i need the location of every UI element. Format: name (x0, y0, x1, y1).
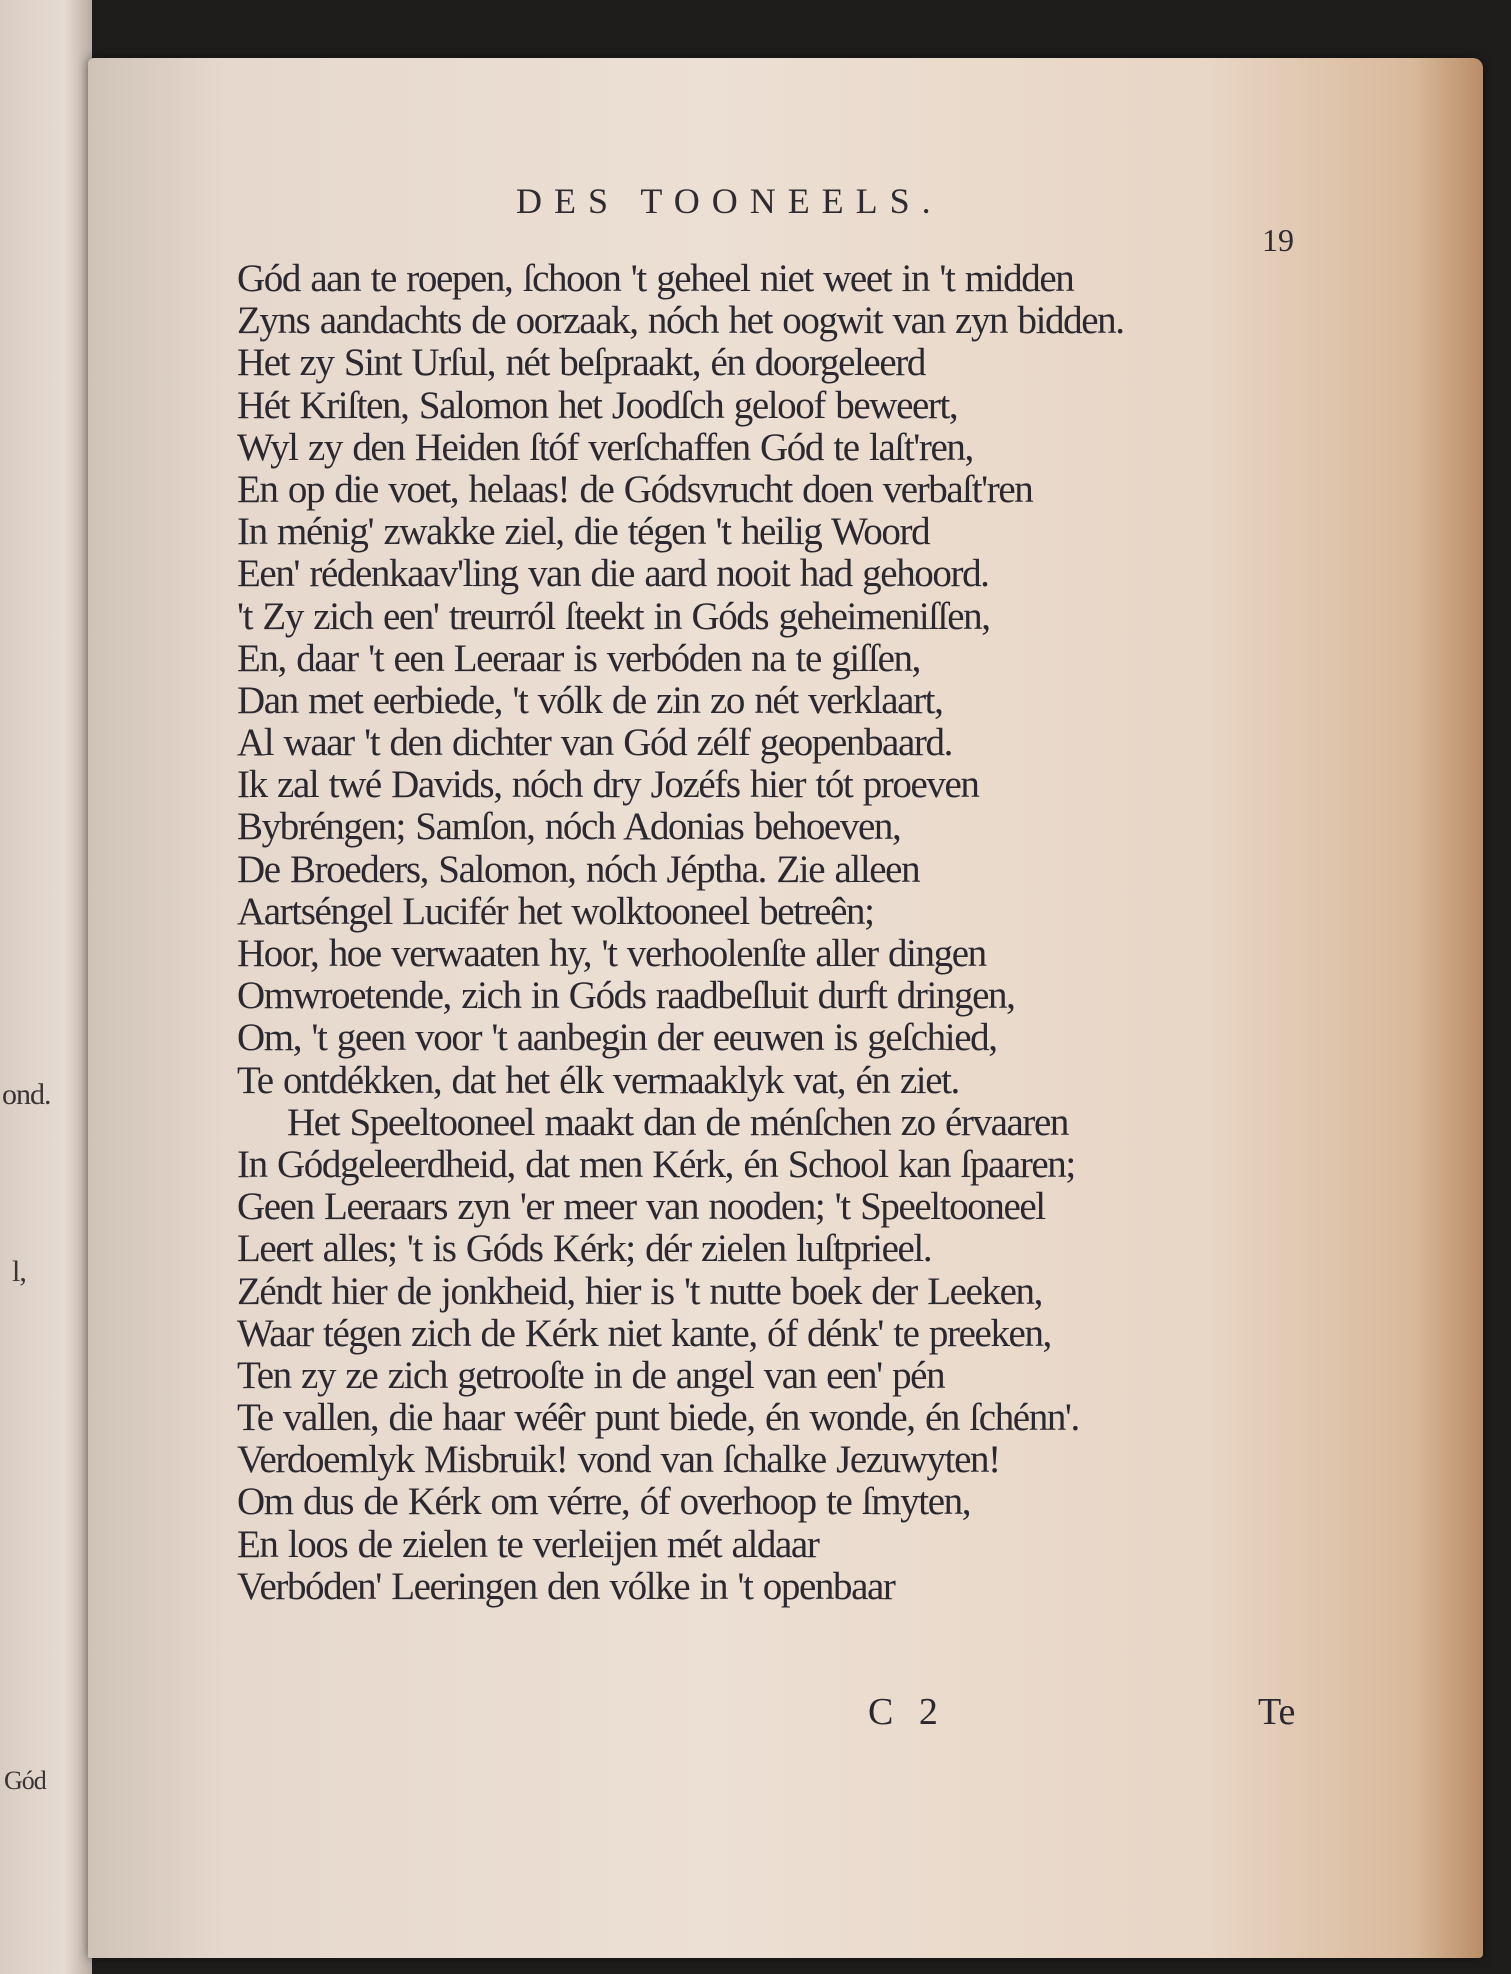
verse-line: Al waar 't den dichter van Gód zélf geopenbaard. (237, 721, 952, 765)
margin-fragment: ond. (2, 1078, 51, 1111)
verse-line: Dan met eerbiede, 't vólk de zin zo nét verklaart, (237, 678, 943, 722)
verse-line: Wyl zy den Heiden ſtóf verſchaffen Gód te laſt'ren, (237, 425, 973, 469)
signature-mark: C 2 (868, 1691, 946, 1733)
margin-fragment: Gód (4, 1766, 46, 1795)
verse-line: Zéndt hier de jonkheid, hier is 't nutte boek der Leeken, (237, 1269, 1042, 1313)
verse-line: Hoor, hoe verwaaten hy, 't verhoolenſte aller dingen (237, 932, 986, 975)
verse-line: Hét Kriſten, Salomon het Joodſch geloof beweert, (237, 383, 958, 427)
catchword: Te (1258, 1691, 1296, 1733)
page-number: 19 (1262, 222, 1294, 258)
verse-line: Het Speeltooneel maakt dan de ménſchen zo érvaaren (287, 1100, 1069, 1144)
verse-line: Leert alles; 't is Góds Kérk; dér zielen luſtprieel. (237, 1227, 932, 1271)
verse-line: 't Zy zich een' treurról ſteekt in Góds geheimeniſſen, (237, 594, 990, 638)
verse-line: Om, 't geen voor 't aanbegin der eeuwen is geſchied, (237, 1016, 997, 1060)
verse-line: Gód aan te roepen, ſchoon 't geheel niet weet in 't midden (237, 257, 1074, 300)
verse-line: En, daar 't een Leeraar is verbóden na te giſſen, (237, 636, 920, 680)
verse-text (237, 258, 1337, 1608)
verse-line: De Broeders, Salomon, nóch Jéptha. Zie alleen (237, 847, 920, 891)
verse-line: Het zy Sint Urſul, nét beſpraakt, én doorgeleerd (237, 341, 925, 385)
verse-line: Aartséngel Lucifér het wolktooneel betreên; (237, 889, 874, 933)
verse-line: Een' rédenkaav'ling van die aard nooit had gehoord. (237, 552, 989, 596)
verse-line: In Gódgeleerdheid, dat men Kérk, én School kan ſpaaren; (237, 1142, 1075, 1186)
verse-line: Verbóden' Leeringen den vólke in 't openbaar (237, 1564, 895, 1608)
margin-fragment: l, (12, 1255, 26, 1288)
verse-line: Verdoemlyk Misbruik! vond van ſchalke Jezuwyten! (237, 1438, 1000, 1482)
verse-line: Om dus de Kérk om vérre, óf overhoop te ſmyten, (237, 1480, 971, 1524)
verse-line: Bybréngen; Samſon, nóch Adonias behoeven, (237, 805, 901, 849)
verse-line: In ménig' zwakke ziel, die tégen 't heilig Woord (237, 510, 930, 554)
verse-line: Omwroetende, zich in Góds raadbeſluit durft dringen, (237, 974, 1015, 1018)
running-head: DES TOONEELS. (516, 181, 943, 221)
verse-line: Waar tégen zich de Kérk niet kante, óf dénk' te preeken, (237, 1311, 1051, 1355)
verse-line: En loos de zielen te verleijen mét aldaar (237, 1522, 819, 1566)
verse-line: Te ontdékken, dat het élk vermaaklyk vat, én ziet. (237, 1058, 959, 1102)
verse-line: Geen Leeraars zyn 'er meer van nooden; 't Speeltooneel (237, 1185, 1045, 1229)
verse-line: Te vallen, die haar wéêr punt biede, én wonde, én ſchénn'. (237, 1396, 1079, 1440)
verse-line: Ik zal twé Davids, nóch dry Jozéfs hier tót proeven (237, 763, 979, 807)
verse-line: Ten zy ze zich getrooſte in de angel van een' pén (237, 1353, 945, 1397)
verse-line: En op die voet, helaas! de Gódsvrucht doen verbaſt'ren (237, 467, 1033, 511)
verse-line: Zyns aandachts de oorzaak, nóch het oogwit van zyn bidden. (237, 299, 1124, 343)
facing-page-edge (0, 0, 92, 1974)
